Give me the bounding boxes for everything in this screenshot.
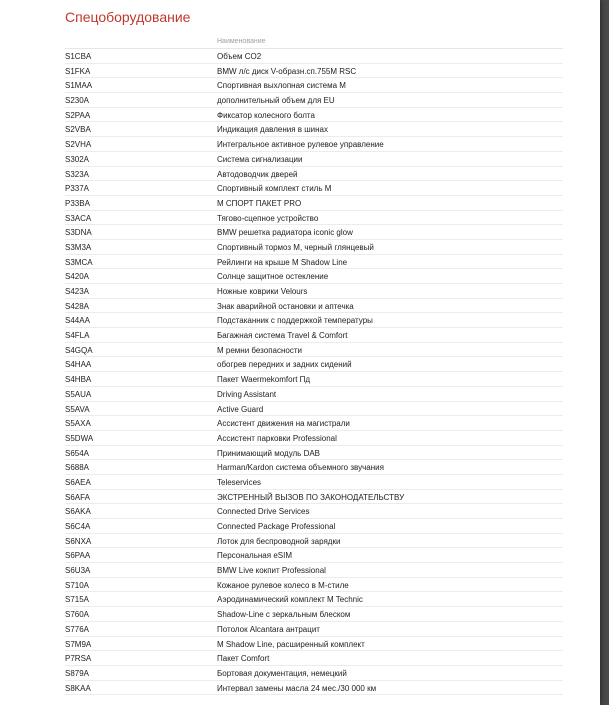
option-code: S3MCA [65,257,93,267]
option-code: S1MAA [65,81,93,91]
option-code: S6C4A [65,522,91,531]
option-code: S6U3A [65,566,91,576]
table-row [65,592,563,607]
option-code: S2PAA [65,110,91,120]
option-name: Ассистент парковки Professional [217,433,337,443]
option-code: S3ACA [65,213,92,223]
table-row [65,563,563,578]
option-code: P337A [65,184,90,194]
option-name: BMW решетка радиатора iconic glow [217,228,353,238]
option-code: S710A [65,580,90,590]
option-name: Shadow-Line с зеркальным блеском [217,610,351,620]
option-name: дополнительный объем для EU [217,96,335,106]
option-name: Персональная eSIM [217,551,292,561]
option-name: Driving Assistant [217,389,277,399]
option-code: S6AEA [65,477,91,487]
option-code: S323A [65,169,90,179]
option-name: Автодоводчик дверей [217,169,298,179]
table-row [65,78,563,93]
option-name: M ремни безопасности [217,345,302,355]
table-row [65,225,563,240]
option-code: S2VBA [65,125,91,135]
option-name: Рейлинги на крыше M Shadow Line [217,257,348,267]
table-row [65,416,563,431]
table-row [65,167,563,182]
option-name: Спортивный тормоз M, черный глянцевый [217,242,374,252]
table-row [65,313,563,328]
option-code: S1FKA [65,66,91,76]
option-code: S44AA [65,316,90,326]
option-code: S6NXA [65,536,92,546]
option-name: Connected Package Professional [217,522,336,531]
option-name: Индикация давления в шинах [217,125,329,135]
section-title: Спецоборудование [65,9,191,25]
option-name: Солнце защитное остекление [217,272,329,282]
option-name: Active Guard [217,404,264,414]
option-name: Пакет Comfort [217,654,270,664]
option-code: S230A [65,96,90,106]
option-code: S4HBA [65,375,92,385]
table-row [65,181,563,196]
table-row [65,328,563,343]
option-name: обогрев передних и задних сидений [217,360,352,370]
option-code: S5AVA [65,404,90,414]
table-row [65,299,563,314]
option-name: BMW Live кокпит Professional [217,566,326,576]
option-code: S4GQA [65,345,93,355]
option-code: S5DWA [65,433,94,443]
option-name: BMW л/с диск V-образн.сп.755M RSC [217,66,357,76]
option-name: Интервал замены масла 24 мес./30 000 км [217,683,377,693]
option-code: S760A [65,610,90,620]
table-row [65,431,563,446]
table-row [65,357,563,372]
table-row [65,475,563,490]
table-row [65,578,563,593]
option-code: S5AXA [65,419,91,429]
option-name: ЭКСТРЕННЫЙ ВЫЗОВ ПО ЗАКОНОДАТЕЛЬСТВУ [217,492,405,502]
table-row [65,534,563,549]
column-header-name: Наименование [217,38,266,45]
option-code: P7RSA [65,654,92,664]
table-row [65,93,563,108]
table-row [65,343,563,358]
table-row [65,548,563,563]
table-row [65,681,563,696]
option-code: S6AFA [65,492,90,502]
option-name: Спортивный комплект стиль M [217,184,332,194]
option-code: S7M9A [65,639,92,649]
option-name: Harman/Kardon система объемного звучания [217,463,384,473]
option-name: Пакет Waermekomfort Пд [217,375,311,385]
table-row [65,637,563,652]
option-code: S1CBA [65,52,92,61]
option-code: S776A [65,624,90,634]
table-row [65,211,563,226]
table-row [65,460,563,475]
table-row [65,519,563,534]
table-row [65,387,563,402]
option-name: Спортивная выхлопная система M [217,81,346,91]
table-row [65,607,563,622]
table-row [65,64,563,79]
option-code: S5AUA [65,389,92,399]
table-row [65,490,563,505]
table-row [65,122,563,137]
option-name: Тягово-сцепное устройство [217,213,319,223]
option-name: Багажная система Travel & Comfort [217,331,348,341]
option-name: Интегральное активное рулевое управление [217,140,384,150]
option-name: Потолок Alcantara антрацит [217,624,320,634]
option-name: Ассистент движения на магистрали [217,419,350,429]
option-name: Кожаное рулевое колесо в M-стиле [217,580,349,590]
option-name: Connected Drive Services [217,507,310,517]
option-code: S420A [65,272,90,282]
option-name: Знак аварийной остановки и аптечка [217,301,354,311]
option-code: S4HAA [65,360,92,370]
option-code: S2VHA [65,140,92,150]
equipment-table [65,49,563,695]
table-row [65,372,563,387]
table-row [65,196,563,211]
table-row [65,651,563,666]
option-name: Teleservices [217,477,262,487]
option-name: Бортовая документация, немецкий [217,668,347,678]
option-code: S3DNA [65,228,92,238]
option-name: Аэродинамический комплект M Technic [217,595,363,605]
table-row [65,622,563,637]
table-row [65,284,563,299]
option-code: S302A [65,154,90,164]
option-code: S654A [65,448,90,458]
table-row [65,446,563,461]
option-code: P33BA [65,198,90,208]
option-name: Система сигнализации [217,154,303,164]
option-code: S6AKA [65,507,91,517]
table-row [65,666,563,681]
table-row [65,504,563,519]
option-code: S4FLA [65,331,90,341]
option-code: S8KAA [65,683,91,693]
table-row [65,49,563,64]
option-name: Объем CO2 [217,52,262,61]
option-code: S688A [65,463,90,473]
table-row [65,402,563,417]
table-row [65,137,563,152]
option-name: Принимающий модуль DAB [217,448,321,458]
option-code: S3M3A [65,242,92,252]
option-name: Фиксатор колесного болта [217,110,315,120]
option-name: M Shadow Line, расширенный комплект [217,639,365,649]
table-row [65,108,563,123]
option-name: M СПОРТ ПАКЕТ PRO [217,198,302,208]
option-name: Лоток для беспроводной зарядки [217,536,341,546]
option-code: S423A [65,287,90,296]
table-row [65,269,563,284]
option-name: Ножные коврики Velours [217,287,308,296]
option-code: S428A [65,301,90,311]
table-row [65,152,563,167]
option-code: S715A [65,595,90,605]
table-row [65,255,563,270]
option-name: Подстаканник с поддержкой температуры [217,316,373,326]
option-code: S879A [65,668,90,678]
option-code: S6PAA [65,551,91,561]
table-row [65,240,563,255]
